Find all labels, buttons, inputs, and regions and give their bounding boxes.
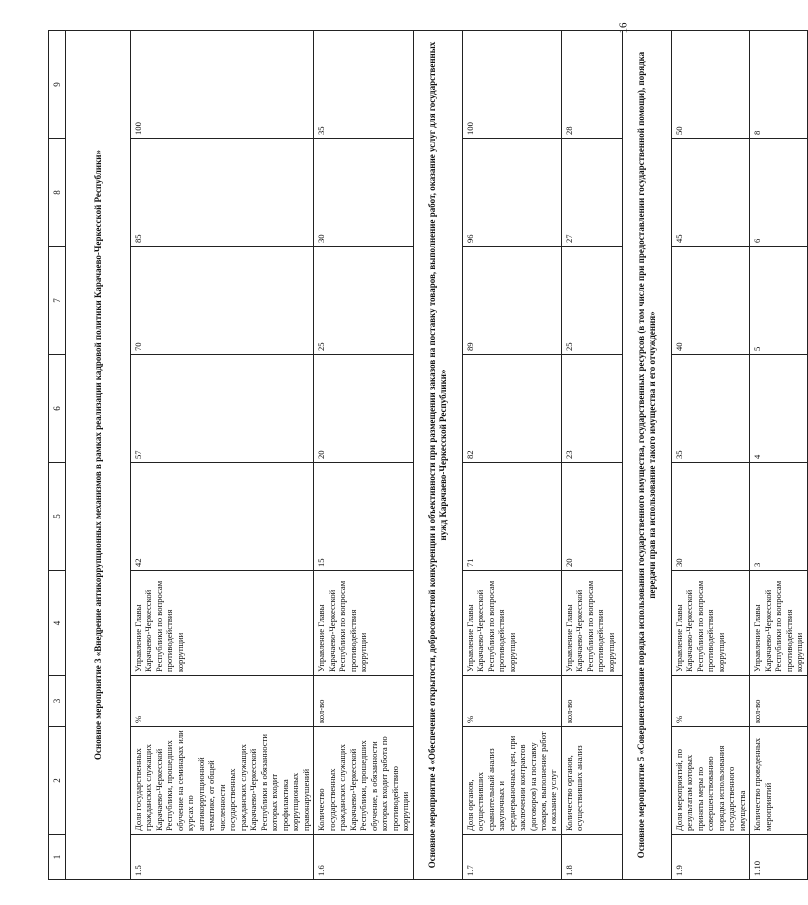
unit-cell: кол-во: [314, 676, 413, 727]
unit-cell: %: [131, 676, 314, 727]
section-title: Основное мероприятие 4 «Обеспечение открытости, добросовестной конкуренции и объективности при размещении заказов на поставку товаров, выполнение работ, оказание услуг для государственных нужд Карачаево-Черкесской Республики»: [413, 31, 462, 880]
executor-cell: Управление Главы Карачаево-Черкесской Республики по вопросам противодействия коррупции: [462, 571, 561, 676]
header-cell: 5: [49, 463, 66, 571]
section-title: Основное мероприятие 5 «Совершенствование порядка использования государственного имущества, государственных ресурсов (в том числе при предоставлении государственной помощи), порядка передачи прав на использование такого имущества и его отчуждения»: [622, 31, 671, 880]
page-number: 16: [617, 22, 630, 34]
table-row: [750, 31, 807, 880]
value-cell: 6: [750, 139, 807, 247]
unit-cell: кол-во: [561, 676, 622, 727]
header-cell: 8: [49, 139, 66, 247]
value-cell: 30: [671, 463, 749, 571]
unit-cell: %: [462, 676, 561, 727]
indicator-cell: Количество проведенных мероприятий: [750, 727, 807, 835]
unit-cell: кол-во: [750, 676, 807, 727]
indicator-cell: Доля органов, осуществивших сравнительный анализ закупочных и среднерыночных цен, при заключении контрактов (договоров) на поставку товаров, выполнение работ и оказание услуг: [462, 727, 561, 835]
value-cell: 71: [462, 463, 561, 571]
section-row: [66, 31, 131, 880]
value-cell: 23: [561, 355, 622, 463]
indicators-table: [48, 30, 808, 880]
table-row: [671, 31, 749, 880]
row-id: 1.10: [750, 835, 807, 880]
table-row: [561, 31, 622, 880]
value-cell: 4: [750, 355, 807, 463]
header-cell: 3: [49, 676, 66, 727]
value-cell: 8: [750, 31, 807, 139]
header-cell: 1: [49, 835, 66, 880]
section-row: [413, 31, 462, 880]
value-cell: 40: [671, 247, 749, 355]
indicator-cell: Доля государственных гражданских служащих Карачаево-Черкесской Республики, прошедших обучение на семинарах или курсах по антикоррупционной тематике, от общей численности государственных гражданских служащих Карачаево-Черкесской Республики в обязанности которых входит профилактика коррупционных правонарушений: [131, 727, 314, 835]
section-title: Основное мероприятие 3 «Внедрение антикоррупционных механизмов в рамках реализации кадровой политики Карачаево-Черкесской Республики»: [66, 31, 131, 880]
value-cell: 89: [462, 247, 561, 355]
value-cell: 100: [131, 31, 314, 139]
value-cell: 15: [314, 463, 413, 571]
table-row: [314, 31, 413, 880]
executor-cell: Управление Главы Карачаево-Черкесской Республики по вопросам противодействия коррупции: [671, 571, 749, 676]
value-cell: 50: [671, 31, 749, 139]
header-cell: 2: [49, 727, 66, 835]
value-cell: 5: [750, 247, 807, 355]
executor-cell: Управление Главы Карачаево-Черкесской Республики по вопросам противодействия коррупции: [314, 571, 413, 676]
value-cell: 42: [131, 463, 314, 571]
indicator-cell: Доля мероприятий, по результатам которых приняты меры по совершенствованию порядка использования государственного имущества: [671, 727, 749, 835]
value-cell: 57: [131, 355, 314, 463]
value-cell: 70: [131, 247, 314, 355]
value-cell: 27: [561, 139, 622, 247]
unit-cell: %: [671, 676, 749, 727]
row-id: 1.5: [131, 835, 314, 880]
header-row: [49, 31, 66, 880]
value-cell: 35: [671, 355, 749, 463]
value-cell: 28: [561, 31, 622, 139]
row-id: 1.8: [561, 835, 622, 880]
value-cell: 82: [462, 355, 561, 463]
header-cell: 6: [49, 355, 66, 463]
table-row: [462, 31, 561, 880]
value-cell: 25: [561, 247, 622, 355]
row-id: 1.6: [314, 835, 413, 880]
rotated-table-wrapper: [48, 30, 805, 880]
value-cell: 30: [314, 139, 413, 247]
header-cell: 4: [49, 571, 66, 676]
row-id: 1.7: [462, 835, 561, 880]
value-cell: 85: [131, 139, 314, 247]
executor-cell: Управление Главы Карачаево-Черкесской Республики по вопросам противодействия коррупции: [561, 571, 622, 676]
value-cell: 25: [314, 247, 413, 355]
executor-cell: Управление Главы Карачаево-Черкесской Республики по вопросам противодействия коррупции: [131, 571, 314, 676]
header-cell: 7: [49, 247, 66, 355]
value-cell: 20: [314, 355, 413, 463]
value-cell: 45: [671, 139, 749, 247]
value-cell: 96: [462, 139, 561, 247]
section-row: [622, 31, 671, 880]
header-cell: 9: [49, 31, 66, 139]
value-cell: 3: [750, 463, 807, 571]
indicator-cell: Количество органов, осуществивших анализ: [561, 727, 622, 835]
value-cell: 35: [314, 31, 413, 139]
executor-cell: Управление Главы Карачаево-Черкесской Республики по вопросам противодействия коррупции: [750, 571, 807, 676]
indicator-cell: Количество государственных гражданских служащих Карачаево-Черкесской Республики, прошедших обучение, в обязанности которых входит работа по противодействию коррупции: [314, 727, 413, 835]
value-cell: 20: [561, 463, 622, 571]
table-row: [131, 31, 314, 880]
row-id: 1.9: [671, 835, 749, 880]
value-cell: 100: [462, 31, 561, 139]
